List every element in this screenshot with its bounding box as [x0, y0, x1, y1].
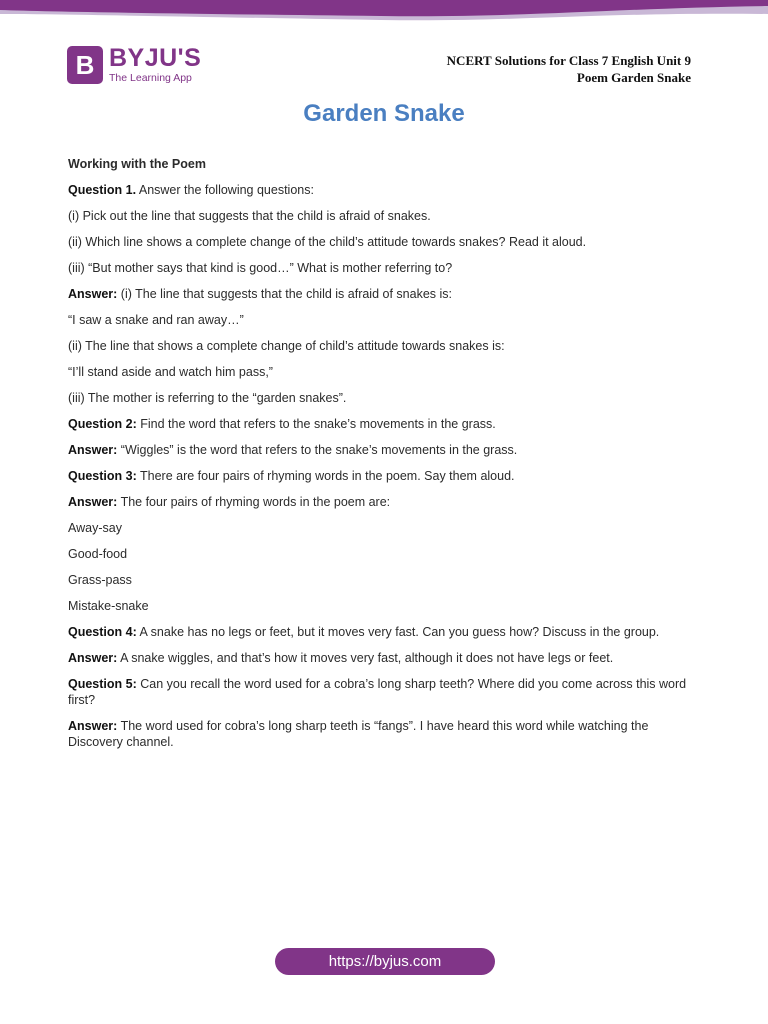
- paragraph: [68, 442, 693, 458]
- logo-mark-icon: B: [67, 46, 103, 84]
- paragraph: [68, 260, 693, 276]
- paragraph: [68, 416, 693, 432]
- paragraph-text: Grass-pass: [68, 573, 132, 587]
- paragraph-label: Question 5:: [68, 677, 137, 691]
- paragraph-label: Question 1.: [68, 183, 137, 197]
- paragraph-label: Answer:: [68, 443, 118, 457]
- paragraph: [68, 520, 693, 536]
- paragraph-text: (iii) The mother is referring to the “garden snakes”.: [68, 391, 347, 405]
- paragraph-text: Mistake-snake: [68, 599, 149, 613]
- paragraph-text: “I’ll stand aside and watch him pass,”: [68, 365, 273, 379]
- header-line-1: NCERT Solutions for Class 7 English Unit 9: [446, 53, 691, 68]
- paragraph: [68, 572, 693, 588]
- paragraph-text: Find the word that refers to the snake’s movements in the grass.: [136, 417, 496, 431]
- paragraph-text: (ii) The line that shows a complete change of child’s attitude towards snakes is:: [68, 339, 505, 353]
- paragraph-text: Answer the following questions:: [136, 183, 314, 197]
- paragraph-text: There are four pairs of rhyming words in the poem. Say them aloud.: [136, 469, 515, 483]
- footer-url-text: https://byjus.com: [328, 953, 442, 970]
- logo-name: BYJU'S: [109, 44, 202, 72]
- paragraph-label: Answer:: [68, 495, 118, 509]
- paragraph-text: Away-say: [68, 521, 122, 535]
- paragraph: [68, 208, 693, 224]
- paragraph-text: (i) Pick out the line that suggests that the child is afraid of snakes.: [68, 209, 431, 223]
- paragraph-text: Good-food: [68, 547, 128, 561]
- paragraph: [68, 624, 693, 640]
- document-header: [447, 52, 691, 86]
- paragraph: [68, 598, 693, 614]
- paragraph: [68, 182, 693, 198]
- paragraph-label: Question 3:: [68, 469, 137, 483]
- paragraph: [68, 312, 693, 328]
- page-title: Garden Snake: [303, 100, 465, 127]
- paragraph: [68, 338, 693, 354]
- paragraph-text: “Wiggles” is the word that refers to the snake’s movements in the grass.: [117, 443, 518, 457]
- paragraph: [68, 494, 693, 510]
- paragraph-text: Can you recall the word used for a cobra’s long sharp teeth? Where did you come across this word first?: [68, 677, 687, 707]
- byjus-logo: [67, 46, 207, 86]
- paragraph-text: (ii) Which line shows a complete change of the child’s attitude towards snakes? Read it aloud.: [68, 235, 587, 249]
- paragraph-text: The word used for cobra’s long sharp teeth is “fangs”. I have heard this word while watching the Discovery channel.: [68, 719, 649, 749]
- qa-list: [68, 182, 693, 750]
- document-body: [68, 156, 693, 760]
- paragraph: [68, 650, 693, 666]
- header-line-2: Poem Garden Snake: [576, 70, 691, 85]
- paragraph: [68, 546, 693, 562]
- paragraph-text: A snake has no legs or feet, but it moves very fast. Can you guess how? Discuss in the group.: [136, 625, 660, 639]
- paragraph: [68, 676, 693, 708]
- logo-tagline: The Learning App: [109, 72, 192, 84]
- paragraph-label: Answer:: [68, 719, 118, 733]
- paragraph-label: Answer:: [68, 287, 118, 301]
- paragraph: [68, 286, 693, 302]
- paragraph-label: Answer:: [68, 651, 118, 665]
- section-heading: Working with the Poem: [68, 157, 206, 171]
- paragraph-text: A snake wiggles, and that’s how it moves very fast, although it does not have legs or feet.: [117, 651, 614, 665]
- paragraph-text: (i) The line that suggests that the child is afraid of snakes is:: [117, 287, 452, 301]
- paragraph-text: The four pairs of rhyming words in the poem are:: [117, 495, 391, 509]
- paragraph: [68, 234, 693, 250]
- paragraph: [68, 390, 693, 406]
- paragraph: [68, 468, 693, 484]
- footer-url-link[interactable]: [275, 948, 495, 975]
- paragraph: [68, 718, 693, 750]
- top-decorative-band: [0, 0, 768, 22]
- paragraph-text: “I saw a snake and ran away…”: [68, 313, 244, 327]
- paragraph-text: (iii) “But mother says that kind is good…” What is mother referring to?: [68, 261, 453, 275]
- paragraph-label: Question 4:: [68, 625, 137, 639]
- paragraph: [68, 364, 693, 380]
- paragraph-label: Question 2:: [68, 417, 137, 431]
